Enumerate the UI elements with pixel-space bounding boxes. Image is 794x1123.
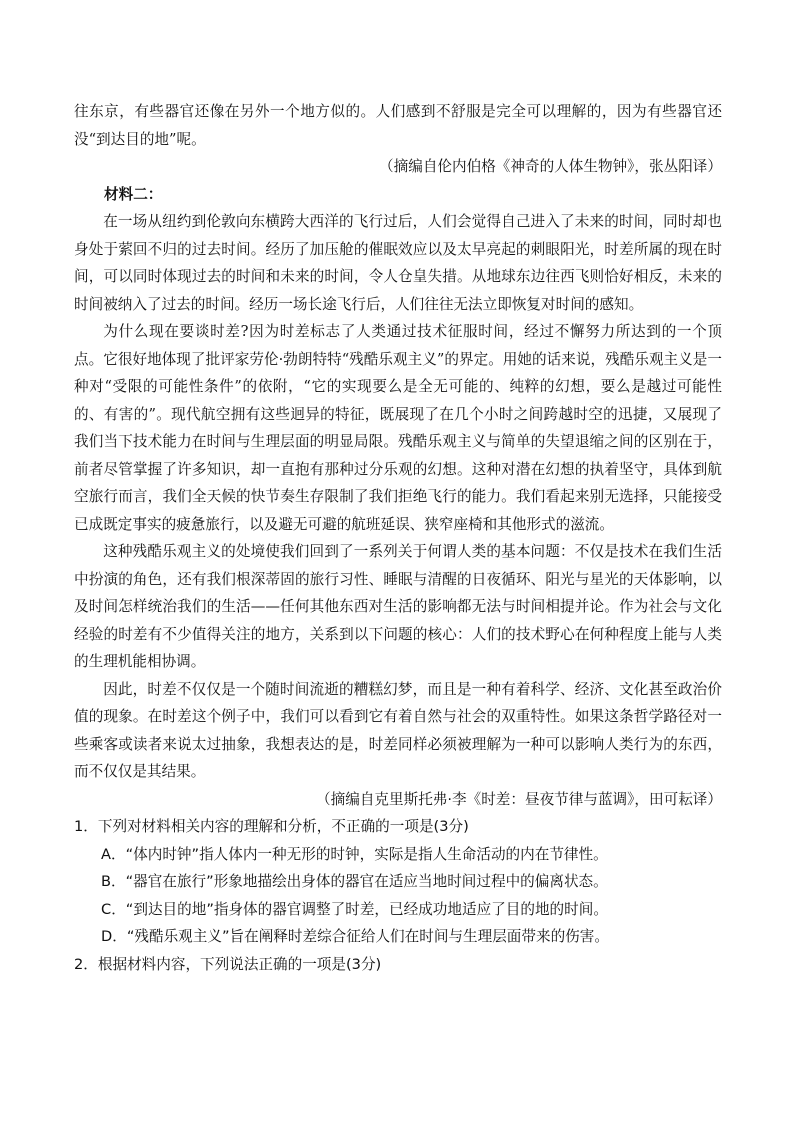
material2-paragraph-3: 这种残酷乐观主义的处境使我们回到了一系列关于何谓人类的基本问题：不仅是技术在我们生活中扮演的角色，还有我们根深蒂固的旅行习性、睡眠与清醒的日夜循环、阳光与星光的天体影响，以及时间怎样统治我们的生活——任何其他东西对生活的影响都无法与时间相提并论。作为社会与文化经验的时差有不少值得关注的地方，关系到以下问题的核心：人们的技术野心在何种程度上能与人类的生理机能相协调。 [74, 543, 722, 670]
question-1-option-c: C．“到达目的地”指身体的器官调整了时差，已经成功地适应了目的地的时间。 [101, 900, 608, 918]
question-1-stem: 1．下列对材料相关内容的理解和分析，不正确的一项是(3分) [74, 818, 469, 835]
material2-paragraph-4: 因此，时差不仅仅是一个随时间流逝的糟糕幻梦，而且是一种有着科学、经济、文化甚至政治价值的现象。在时差这个例子中，我们可以看到它有着自然与社会的双重特性。如果这条哲学路径对一些乘客或读者来说太过抽象，我想表达的是，时差同样必须被理解为一种可以影响人类行为的东西，而不仅仅是其结果。 [74, 680, 722, 780]
question-1-option-a: A．“体内时钟”指人体内一种无形的时钟，实际是指人生命活动的内在节律性。 [101, 845, 608, 863]
material1-tail: 往东京，有些器官还像在另外一个地方似的。人们感到不舒服是完全可以理解的，因为有些器官还没“到达目的地”呢。 [74, 103, 722, 148]
material2-heading: 材料二： [104, 185, 163, 203]
material2-source: （摘编自克里斯托弗·李《时差：昼夜节律与蓝调》，田可耘译） [316, 790, 722, 808]
material2-paragraph-1: 在一场从纽约到伦敦向东横跨大西洋的飞行过后，人们会觉得自己进入了未来的时间，同时却也身处于萦回不归的过去时间。经历了加压舱的催眠效应以及太早亮起的刺眼阳光，时差所属的现在时间，可以同时体现过去的时间和未来的时间，令人仓皇失措。从地球东边往西飞则恰好相反，未来的时间被纳入了过去的时间。经历一场长途飞行后，人们往往无法立即恢复对时间的感知。 [74, 213, 722, 313]
question-1-option-d: D．“残酷乐观主义”旨在阐释时差综合征给人们在时间与生理层面带来的伤害。 [101, 928, 609, 945]
question-2-stem: 2．根据材料内容，下列说法正确的一项是(3分) [74, 955, 382, 973]
question-1-option-b: B．“器官在旅行”形象地描绘出身体的器官在适应当地时间过程中的偏离状态。 [101, 873, 608, 890]
page-content [74, 98, 722, 978]
material2-paragraph-2: 为什么现在要谈时差?因为时差标志了人类通过技术征服时间，经过不懈努力所达到的一个顶点。它很好地体现了批评家劳伦·勃朗特特“残酷乐观主义”的界定。用她的话来说，残酷乐观主义是一种对“受限的可能性条件”的依附，“它的实现要么是全无可能的、纯粹的幻想，要么是越过可能性的、有害的”。现代航空拥有这些迥异的特征，既展现了在几个小时之间跨越时空的迅捷，又展现了我们当下技术能力在时间与生理层面的明显局限。残酷乐观主义与简单的失望退缩之间的区别在于，前者尽管掌握了许多知识，却一直抱有那种过分乐观的幻想。这种对潜在幻想的执着坚守，具体到航空旅行而言，我们全天候的快节奏生存限制了我们拒绝飞行的能力。我们看起来别无选择，只能接受已成既定事实的疲惫旅行，以及避无可避的航班延误、狭窄座椅和其他形式的滋流。 [74, 323, 722, 533]
material1-source: （摘编自伦内伯格《神奇的人体生物钟》，张丛阳译） [379, 158, 722, 175]
